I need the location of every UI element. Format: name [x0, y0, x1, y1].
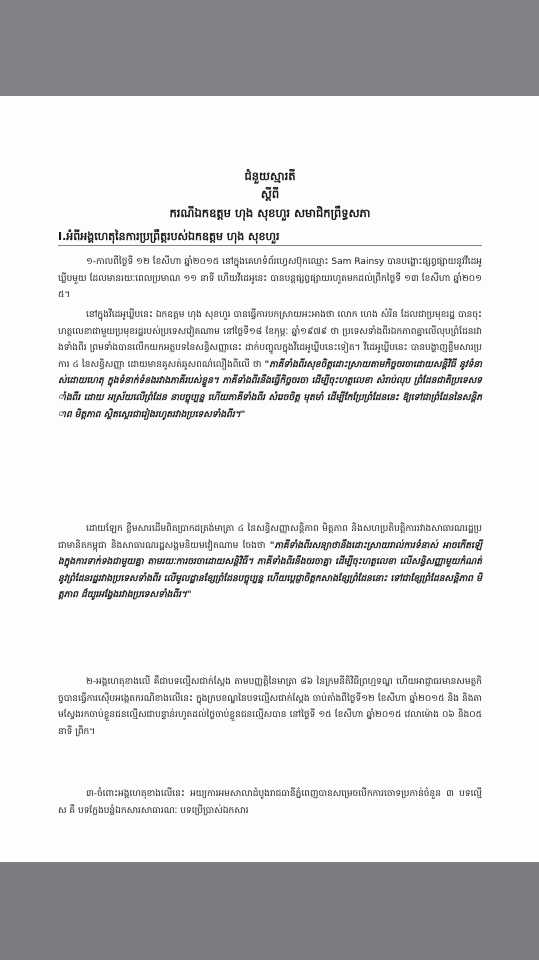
document-page: [0, 96, 539, 862]
paragraph-2-text: នៅក្នុងវីដេអូឃ្លីបនេះ ឯកឧត្តម ហុង សុខហួរ បានធ្វើការបកស្រាយអះអាងថា លោក ហេង សំរិន ដែលជាប្រមុខរដ្ឋ បានចុះហត្ថលេខាជាមួយប្រមុខរដ្ឋរបស់ប្រទេសវៀតណាម នៅថ្ងៃទី១៨ ខែកុម្ភៈ ឆ្នាំ១៩៧៩ ថា ប្រទេសទាំងពីរឯកភាពគ្នាលើលុបព្រំដែនរវាងទាំងពីរ ព្រមទាំងបានលើកយកអត្ថបទនៃសន្ធិសញ្ញានេះ ដាក់បញ្ចូលក្នុងវីដេអូឃ្លីបនេះទៀត។ វីដេអូឃ្លីបនេះ បានបង្ហាញខ្លឹមសារប្រការ ៤ នៃសន្ធិសញ្ញា ដោយមានគូសត់ឆូសពណ៌លឿងពីលើ ថា: [58, 310, 482, 370]
paragraph-5: [58, 786, 482, 819]
paragraph-1-text: ១-កាលពីថ្ងៃទី ១២ ខែសីហា ឆ្នាំ២០១៥ នៅក្នុងគេហទំព័រហ្វេសប៊ុកឈ្មោះ Sam Rainsy បានបង្ហោះផ្សព្វផ្សាយនូវវីដេអូឃ្លីបមួយ ដែលមានរយៈពេលប្រមាណ ១១ នាទី ហើយវីដេអូនេះ បានបន្តផ្សព្វផ្សាយរហូតមកដល់ព្រឹកថ្ងៃទី ១៣ ខែសីហា ឆ្នាំ២០១៥។: [58, 257, 482, 301]
paragraph-5-text: ៣-ចំពោះអង្គហេតុខាងលើនេះ អយ្យការអមសាលាដំបូងរាជធានីភ្នំពេញបានសម្រេចបើកការចោទប្រកាន់ចំនួន ៣ បទល្មើស គឺ បទក្លែងបន្លំឯកសារសាធារណៈ បទប្រើប្រាស់ឯកសារ: [58, 789, 482, 816]
section-heading: I.អំពីអង្គហេតុនៃការប្រព្រឹត្តរបស់ឯកឧត្តម ហុង សុខហួរ: [58, 230, 280, 243]
doc-title-line-1: ជំនួយស្មារតី: [244, 169, 296, 183]
paragraph-4: [58, 674, 482, 740]
paragraph-3-quote: "ភាគីទាំងពីរសន្យាថានឹងដោះស្រាយរាល់ការទំនាស់ អាចកើតឡើងក្នុងការទាក់ទងជាមួយគ្នា តាមរយៈការចរចាដោយសន្តិវិធី។ ភាគីទាំងពីរនឹងចរចាគ្នា ដើម្បីចុះហត្ថលេខា លើសន្ធិសញ្ញាមួយកំណត់នូវព្រំដែនរដ្ឋរវាងប្រទេសទាំងពីរ លើមូលដ្ឋានខ្សែព្រំដែនបច្ចុប្បន្ន ហើយប្តេជ្ញាចិត្តកសាងខ្សែព្រំដែននោះ ទៅជាខ្សែព្រំដែនសន្តិភាព មិត្តភាព ដ៏យូរអង្វែងរវាងប្រទេសទាំងពីរ។": [58, 540, 482, 601]
paragraph-3-text: ដោយឡែក ខ្លឹមសារដើមពិតប្រាកដត្រង់មាត្រា ៤ នៃសន្ធិសញ្ញាសន្តិភាព មិត្តភាព និងសហប្រតិបត្តិការរវាងសាធារណរដ្ឋប្រជាមានិតកម្ពុជា និងសាធារណរដ្ឋសង្គមនិយមវៀតណាម ចែងថា: [58, 524, 482, 551]
top-margin-band: [0, 0, 539, 96]
heading-underline: [58, 245, 482, 246]
bottom-margin-band: [0, 862, 539, 960]
paragraph-2-quote: "ភាគីទាំងពីរសុខចិត្តដោះស្រាយតាមកិច្ចចរចាដោយសន្តិវិធី នូវទំនាស់ដោយហេតុ ក្នុងទំនាក់ទំនងរវាងភាគីរបស់ខ្លួន។ ភាគីទាំងពីរនឹងធ្វើកិច្ចចរចា ដើម្បីចុះហត្ថលេខា សំរាប់លុប ព្រំដែនជាតិប្រទេសទាំងពីរ ដោយ អស្រ័យលើព្រំដែន នាបច្ចុប្បន្ន ហើយភាគីទាំងពីរ សំរេចចិត្ត មុតមាំ ដើម្បីកែប្រែព្រំដែននេះ ឱ្យទៅជាព្រំដែននៃសន្តិភាព មិត្តភាព ស្ថិតស្ថេរជារៀងរហូតរវាងប្រទេសទាំងពីរ។": [58, 359, 482, 420]
doc-title-line-2: ស្តីពី: [260, 187, 280, 201]
paragraph-2: [58, 307, 482, 423]
paragraph-3: [58, 521, 482, 604]
paragraph-1: [58, 254, 482, 304]
doc-title-line-3: ករណីឯកឧត្តម ហុង សុខហួរ សមាជិកព្រឹទ្ធសភា: [169, 206, 371, 220]
paragraph-4-text: ២-អង្គហេតុខាងលើ គឺជាបទល្មើសជាក់ស្តែង តាមបញ្ញត្តិនៃមាត្រា ៨៦ នៃក្រមនីតិវិធីព្រហ្មទណ្ឌ ហើយអាជ្ញាធរមានសមត្ថកិច្ចបានធ្វើការស៊ើបអង្កេតករណីខាងលើនេះ ក្នុងក្របខណ្ឌនៃបទល្មើសជាក់ស្តែង ចាប់តាំងពីថ្ងៃទី១២ ខែសីហា ឆ្នាំ២០១៥ និង និងតាមស្វែងរកចាប់ខ្លួនជនល្មើសជាបន្ទាន់រហូតដល់ថ្ងៃចាប់ខ្លួនជនល្មើសបាន នៅថ្ងៃទី ១៥ ខែសីហា ឆ្នាំ២០១៥ វេលាម៉ោង ០៦ និង០៥ នាទី ព្រឹក។: [58, 677, 482, 737]
